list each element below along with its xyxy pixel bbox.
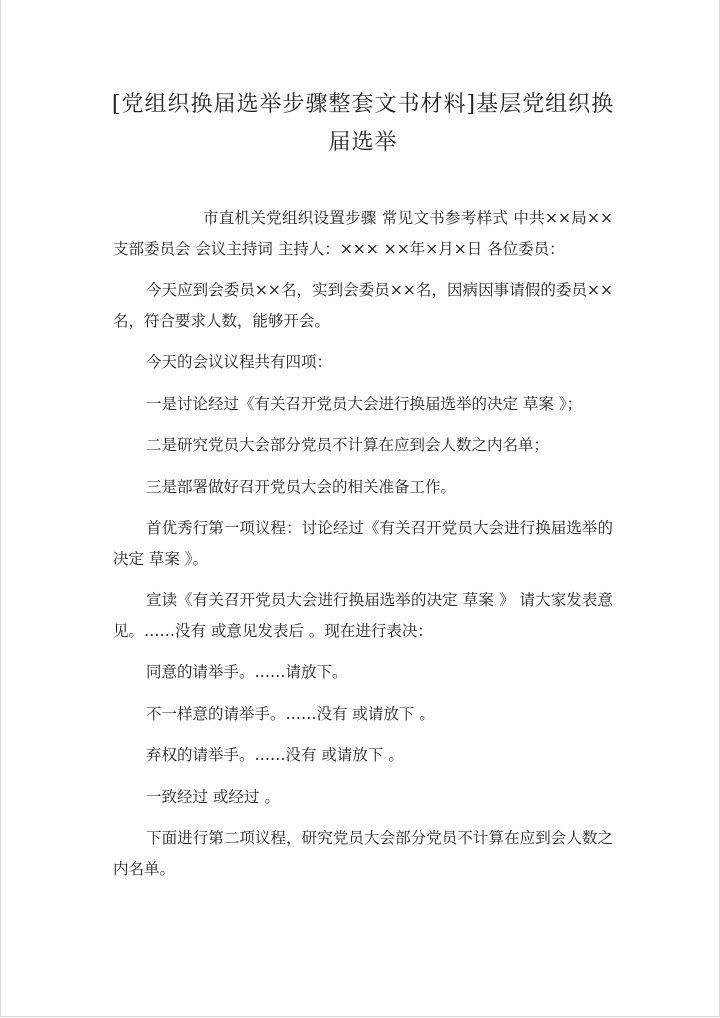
- paragraph-agenda-item-2: 二是研究党员大会部分党员不计算在应到会人数之内名单；: [146, 436, 550, 454]
- paragraph-read-draft: 宣读《有关召开党员大会进行换届选举的决定 草案 》 请大家发表意见。……没有 或意见发表后 。现在进行表决：: [113, 591, 613, 640]
- document-title: [党组织换届选举步骤整套文书材料]基层党组织换届选举: [111, 92, 615, 155]
- paragraph-vote-disagree: 不一样意的请举手。……没有 或请放下 。: [146, 704, 435, 723]
- paragraph-vote-agree: 同意的请举手。……请放下。: [146, 663, 348, 681]
- paragraph-agenda-item-1: 一是讨论经过《有关召开党员大会进行换届选举的决定 草案 》；: [146, 394, 583, 413]
- paragraph-attendance: 今天应到会委员××名，实到会委员××名，因病因事请假的委员××名，符合要求人数，能够开会。: [113, 281, 613, 330]
- paragraph-agenda-item-3: 三是部署做好召开党员大会的相关准备工作。: [146, 477, 457, 496]
- document-body: [113, 203, 613, 895]
- paragraph-vote-abstain: 弃权的请举手。……没有 或请放下 。: [146, 746, 404, 764]
- paragraph-heading-block: 市直机关党组织设置步骤 常见文书参考样式 中共××局××支部委员会 会议主持词 主持人：××× ××年×月×日 各位委员：: [113, 209, 613, 258]
- paragraph-second-item: 下面进行第二项议程，研究党员大会部分党员不计算在应到会人数之内名单。: [113, 829, 613, 878]
- paragraph-vote-result: 一致经过 或经过 。: [146, 787, 280, 806]
- paragraph-agenda-intro: 今天的会议议程共有四项：: [146, 353, 333, 371]
- paragraph-first-item: 首优秀行第一项议程：讨论经过《有关召开党员大会进行换届选举的决定 草案 》。: [113, 519, 613, 568]
